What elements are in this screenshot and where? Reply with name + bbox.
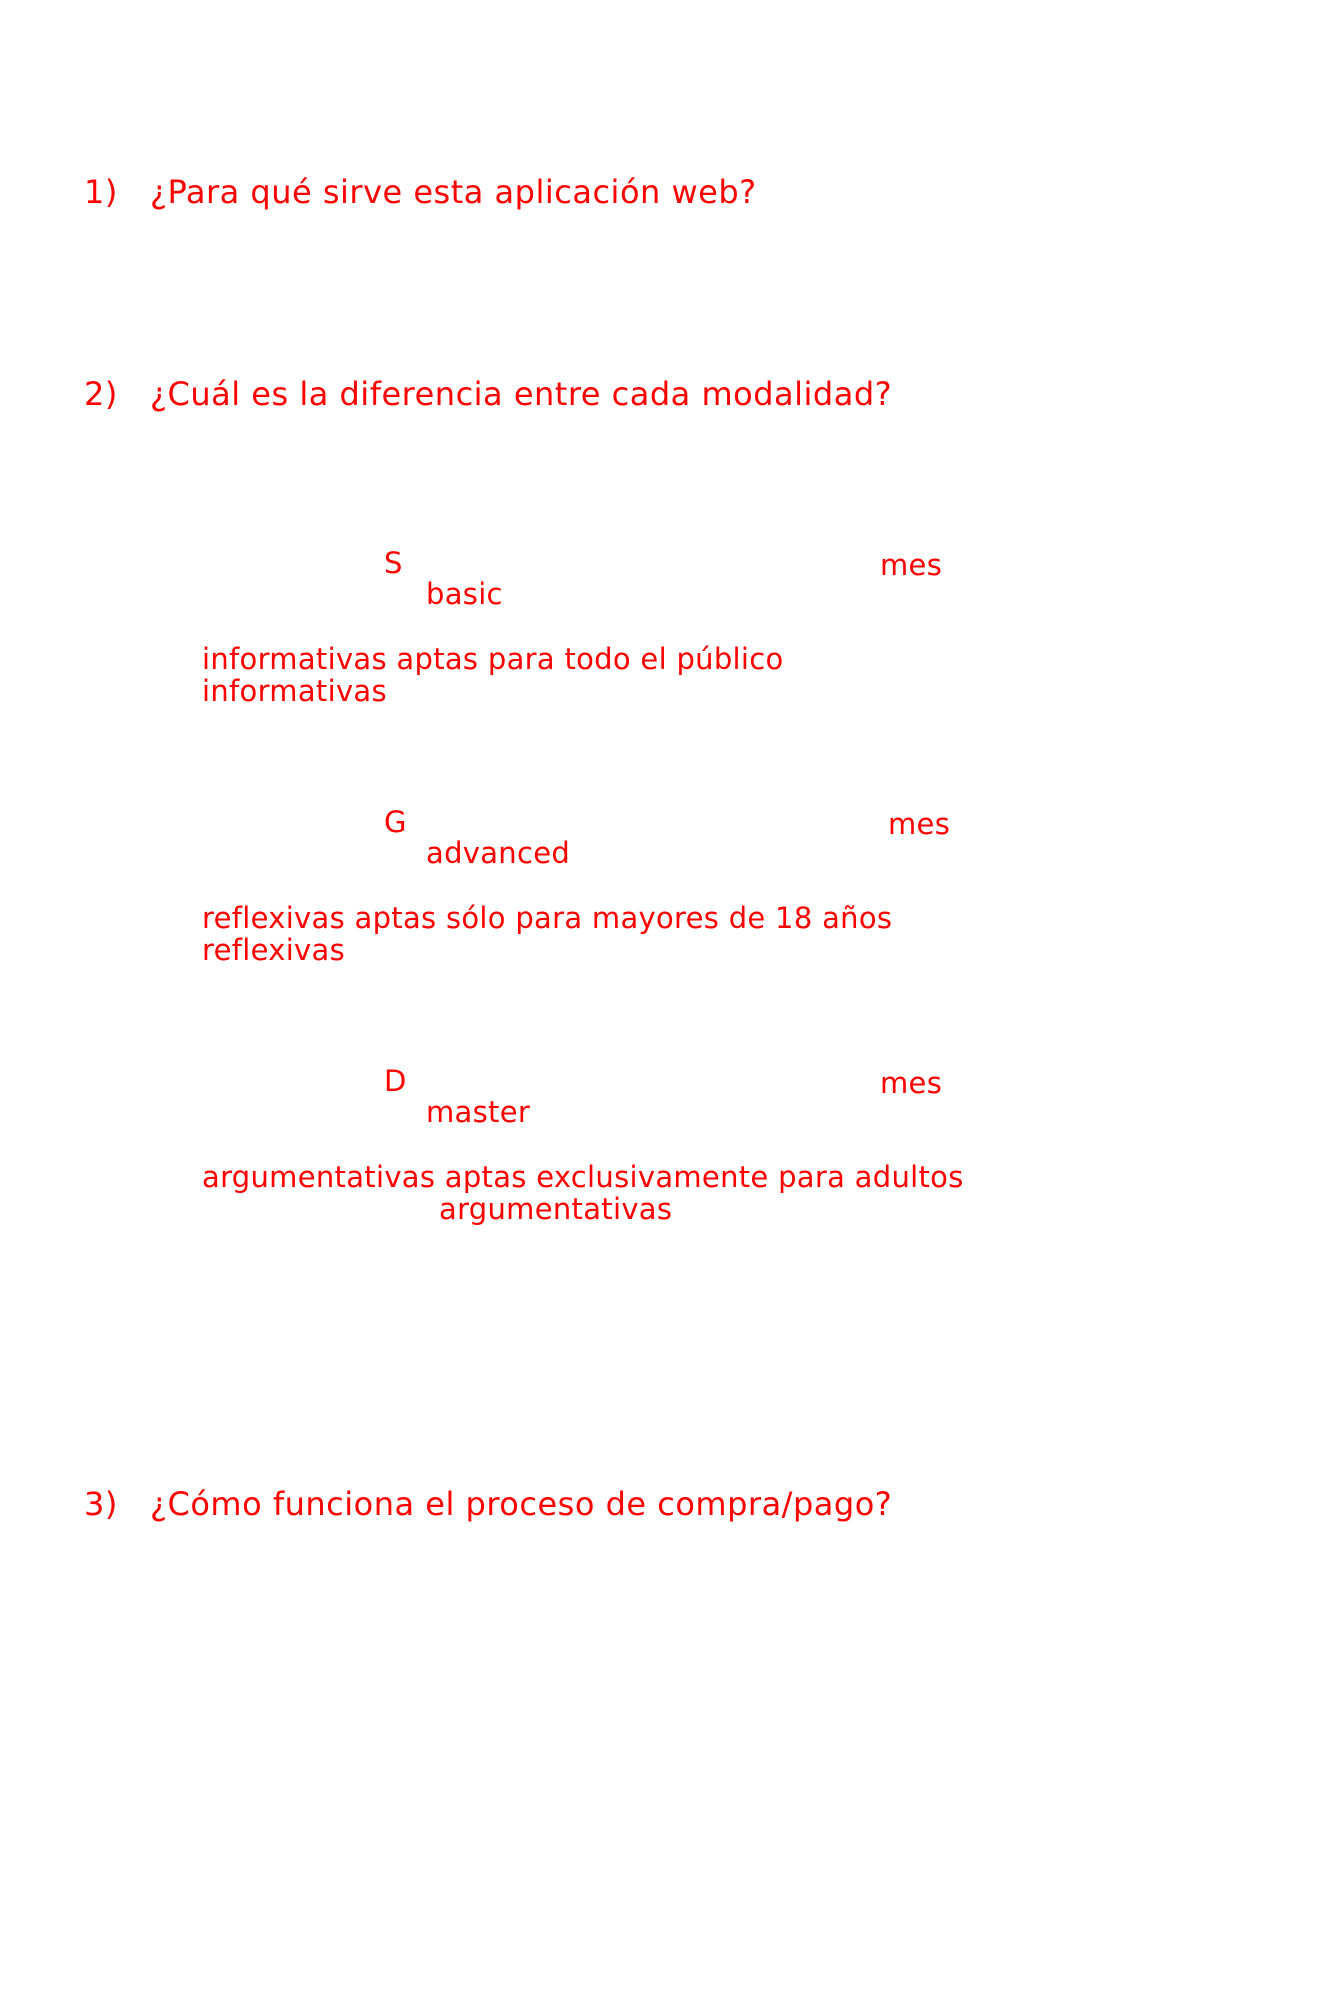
question-2-text: ¿Cuál es la diferencia entre cada modalidad? [150, 375, 893, 413]
plan-g-period: mes [888, 807, 951, 841]
plan-s-level: basic [426, 577, 503, 611]
plan-g-description-2: reflexivas [202, 933, 345, 967]
plan-d-initial: D [384, 1064, 407, 1098]
plan-d-level: master [426, 1095, 531, 1129]
plan-s-initial: S [384, 546, 403, 580]
plan-g-initial: G [384, 805, 407, 839]
question-3-text: ¿Cómo funciona el proceso de compra/pago? [150, 1485, 893, 1523]
plan-d-description-2: argumentativas [439, 1192, 673, 1226]
question-2-number: 2) [84, 375, 118, 413]
plan-s-description-2: informativas [202, 674, 387, 708]
question-1-number: 1) [84, 173, 118, 211]
plan-s-period: mes [880, 548, 943, 582]
plan-d-period: mes [880, 1066, 943, 1100]
plan-g-level: advanced [426, 836, 571, 870]
plan-s-description: informativas aptas para todo el público [202, 642, 784, 676]
question-3-number: 3) [84, 1485, 118, 1523]
question-1-text: ¿Para qué sirve esta aplicación web? [150, 173, 757, 211]
plan-d-description: argumentativas aptas exclusivamente para adultos [202, 1160, 964, 1194]
plan-g-description: reflexivas aptas sólo para mayores de 18 años [202, 901, 893, 935]
